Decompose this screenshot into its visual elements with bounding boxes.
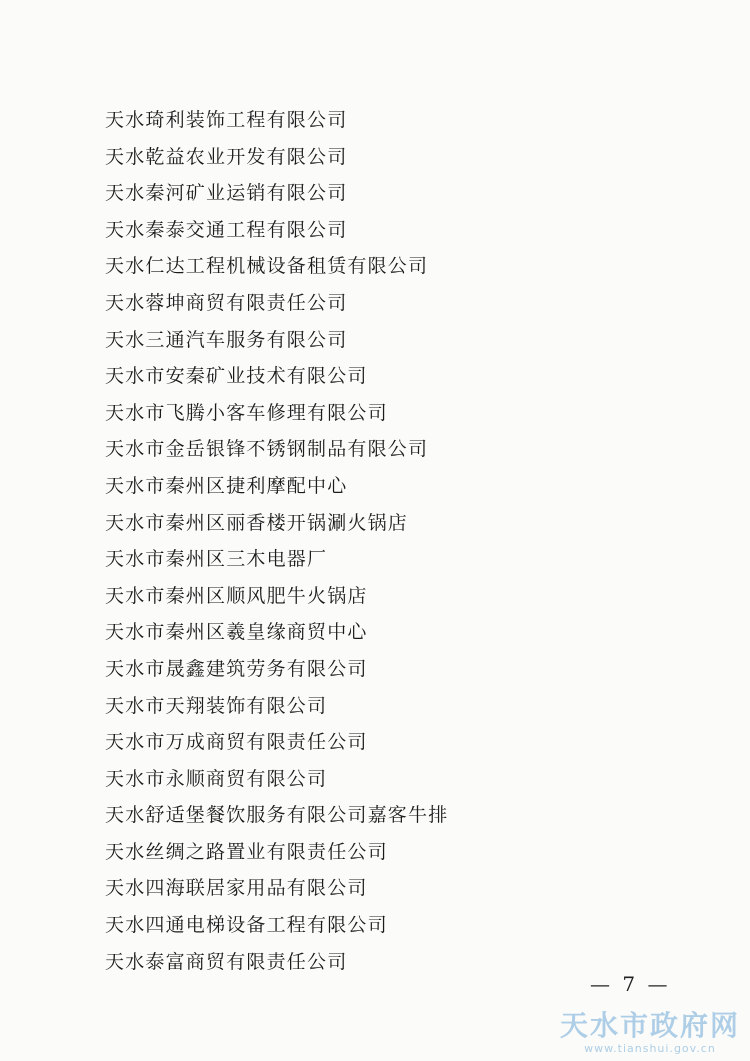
company-item: 天水市晟鑫建筑劳务有限公司 (105, 657, 368, 680)
watermark (560, 1010, 740, 1055)
company-item: 天水市万成商贸有限责任公司 (105, 731, 368, 754)
company-item: 天水四海联居家用品有限公司 (105, 877, 368, 900)
company-item: 天水蓉坤商贸有限责任公司 (105, 291, 348, 314)
company-item: 天水舒适堡餐饮服务有限公司嘉客牛排 (105, 804, 449, 827)
watermark-title: 天水市政府网 (559, 1009, 740, 1042)
company-item: 天水三通汽车服务有限公司 (105, 328, 348, 351)
company-item: 天水市金岳银锋不锈钢制品有限公司 (105, 438, 429, 461)
company-item: 天水市飞腾小客车修理有限公司 (105, 401, 388, 424)
company-item: 天水市秦州区三木电器厂 (105, 548, 328, 571)
company-item: 天水秦河矿业运销有限公司 (105, 182, 348, 205)
company-item: 天水仁达工程机械设备租赁有限公司 (105, 255, 429, 278)
page-number: — 7 — (590, 972, 671, 996)
company-item: 天水市天翔装饰有限公司 (105, 694, 328, 717)
company-item: 天水琦利装饰工程有限公司 (105, 109, 348, 131)
company-list (105, 102, 448, 980)
company-item: 天水四通电梯设备工程有限公司 (105, 914, 388, 937)
company-item: 天水乾益农业开发有限公司 (105, 145, 348, 168)
company-item: 天水市秦州区捷利摩配中心 (105, 474, 348, 497)
company-item: 天水市秦州区顺风肥牛火锅店 (105, 584, 368, 607)
watermark-url: www.tianshui.gov.cn (584, 1042, 716, 1055)
company-item: 天水市秦州区丽香楼开锅涮火锅店 (105, 511, 409, 534)
company-item: 天水丝绸之路置业有限责任公司 (105, 840, 388, 863)
company-item: 天水秦泰交通工程有限公司 (105, 218, 348, 241)
company-item: 天水市安秦矿业技术有限公司 (105, 365, 368, 388)
company-item: 天水市秦州区羲皇缘商贸中心 (105, 621, 368, 644)
company-item: 天水市永顺商贸有限公司 (105, 767, 328, 790)
company-item: 天水泰富商贸有限责任公司 (105, 950, 348, 973)
